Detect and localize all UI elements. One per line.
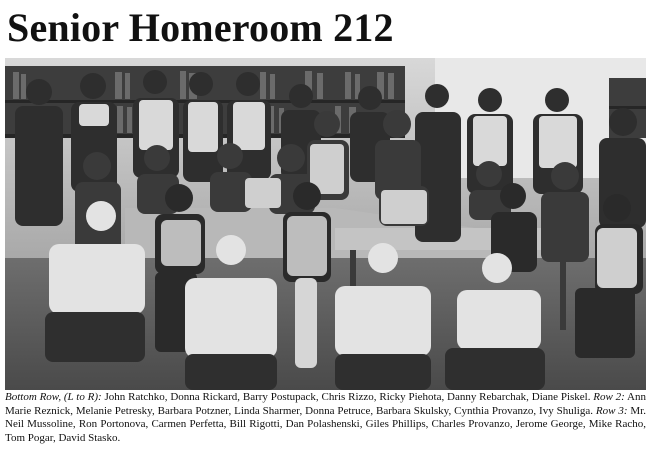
caption-row-names: Mr. Neil Mussoline, Ron Portonova, Carmen Perfetta, Bill Rigotti, Dan Polashenski, Giles Phillips, Charles Provanzo, Jerome George, Mike Racho, Tom Pogar, David Stasko.: [5, 404, 646, 444]
photo-caption: [5, 391, 646, 445]
class-photo-drawing: [5, 58, 646, 390]
caption-row-label: Row 2:: [593, 391, 625, 403]
class-photo: [5, 58, 646, 390]
caption-row-label: Bottom Row, (L to R):: [5, 391, 102, 403]
page-title: Senior Homeroom 212: [7, 5, 394, 50]
caption-row-names: Ann Marie Reznick, Melanie Petresky, Barbara Potzner, Linda Sharmer, Donna Petruce, Barbara Skulsky, Cynthia Provanzo, Ivy Shuliga.: [5, 391, 646, 417]
caption-row-label: Row 3:: [595, 404, 628, 417]
caption-row-names: John Ratchko, Donna Rickard, Barry Postupack, Chris Rizzo, Ricky Piehota, Danny Rebarchak, Diane Piskel.: [101, 391, 594, 403]
